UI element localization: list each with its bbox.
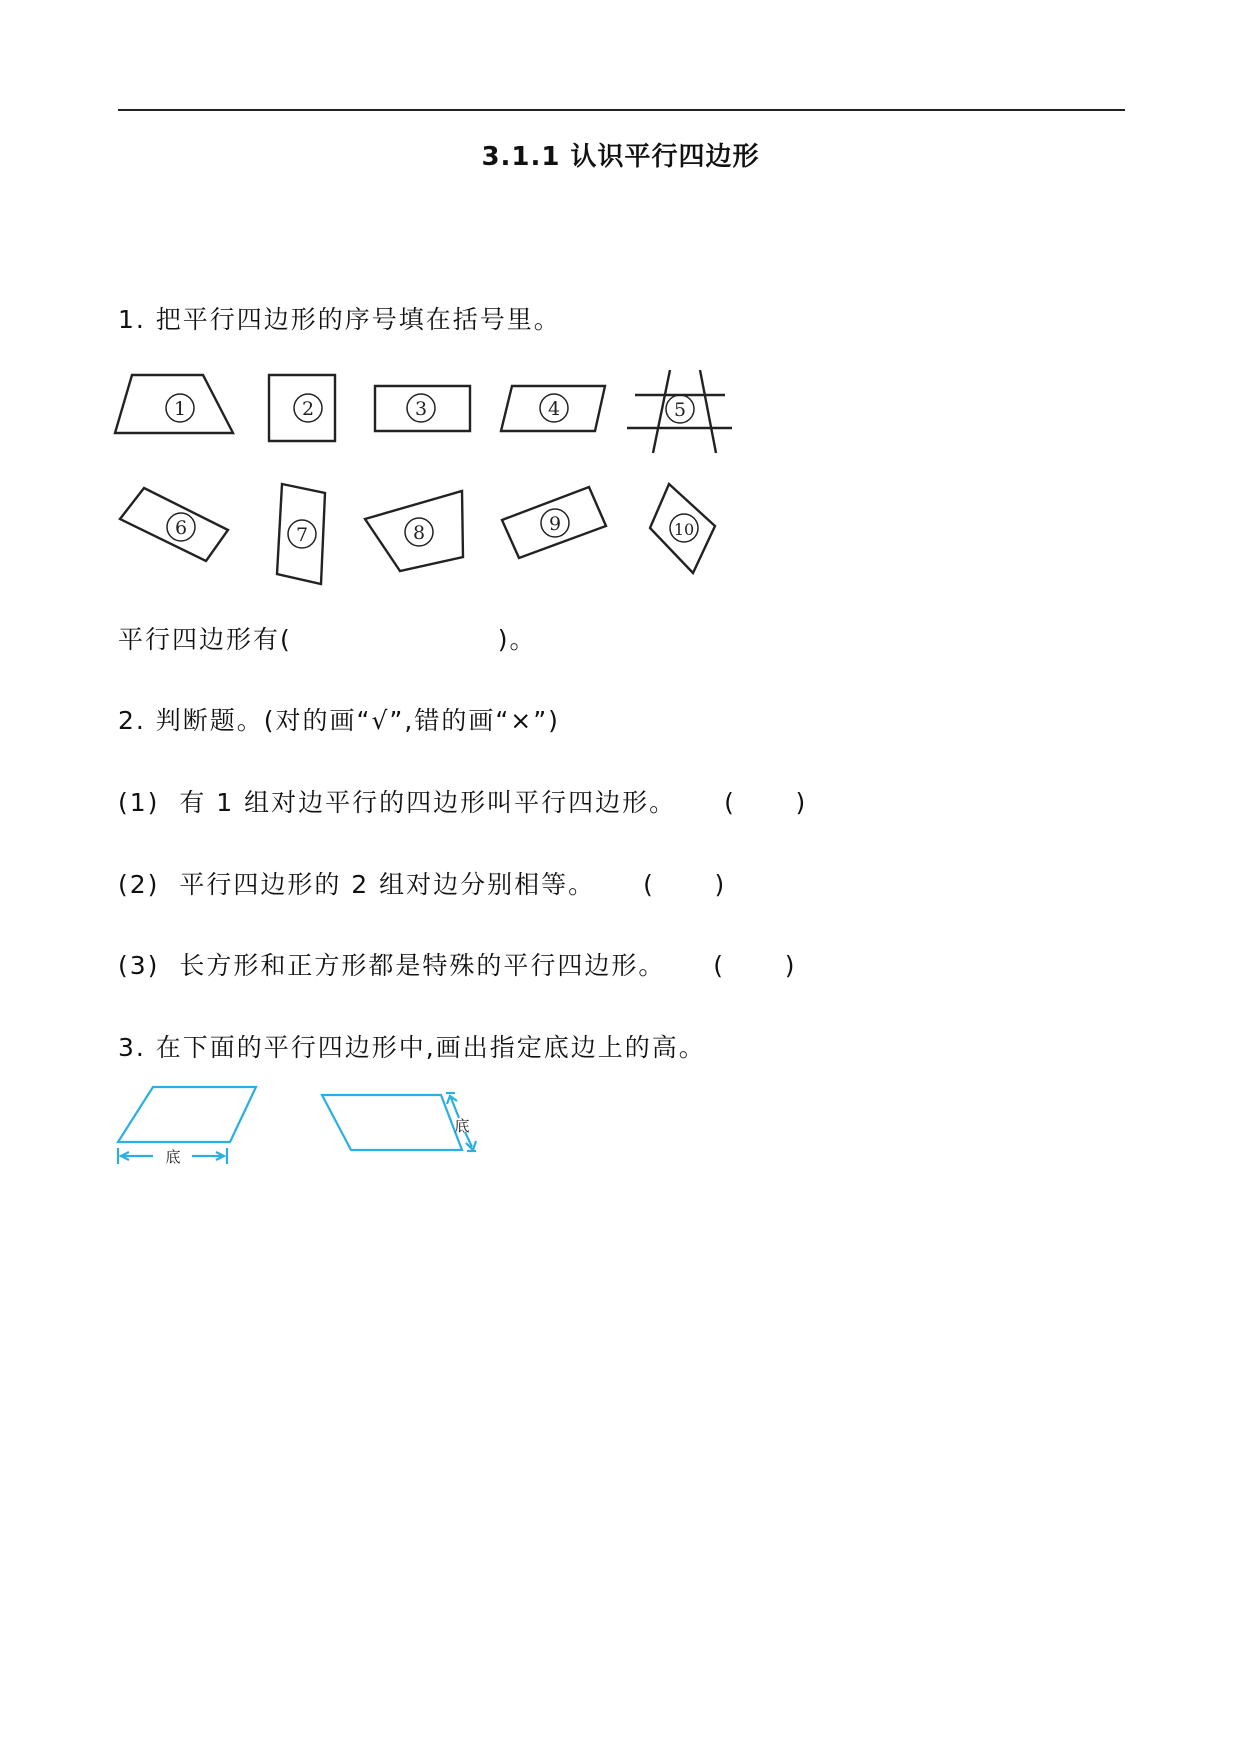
q1-answer-suffix: )。 xyxy=(497,625,537,654)
svg-text:2: 2 xyxy=(301,398,315,420)
q2-item-num: (1) xyxy=(118,788,160,817)
q2-item-1 xyxy=(118,783,807,819)
base-label-2: 底 xyxy=(454,1117,470,1135)
q1-answer-prefix: 平行四边形有( xyxy=(118,625,292,654)
q2-item-text: 长方形和正方形都是特殊的平行四边形。 xyxy=(179,951,666,980)
svg-text:10: 10 xyxy=(673,520,695,539)
q1-answer-line xyxy=(118,620,537,656)
q3-parallelograms-figure xyxy=(110,1080,490,1180)
q2-item-num: (3) xyxy=(118,951,160,980)
q1-prompt: 1. 把平行四边形的序号填在括号里。 xyxy=(118,305,561,334)
svg-text:5: 5 xyxy=(673,399,687,421)
svg-text:8: 8 xyxy=(412,522,426,544)
svg-text:3: 3 xyxy=(414,398,428,420)
base-label-1: 底 xyxy=(165,1148,181,1166)
q2-item-text: 平行四边形的 2 组对边分别相等。 xyxy=(179,870,596,899)
svg-text:7: 7 xyxy=(295,524,309,546)
svg-text:6: 6 xyxy=(174,517,188,539)
q3-prompt: 3. 在下面的平行四边形中,画出指定底边上的高。 xyxy=(118,1033,706,1062)
q2-item-3 xyxy=(118,946,796,982)
q2-item-2 xyxy=(118,865,726,901)
q1-shapes-figure xyxy=(110,360,750,590)
q2-prompt: 2. 判断题。(对的画“√”,错的画“×”) xyxy=(118,706,560,735)
svg-text:1: 1 xyxy=(173,398,187,420)
q2-item-blank[interactable]: ( ) xyxy=(713,951,797,980)
parallelogram-1 xyxy=(118,1087,256,1142)
header-rule xyxy=(118,109,1125,111)
parallelogram-2 xyxy=(322,1095,462,1150)
q2-item-text: 有 1 组对边平行的四边形叫平行四边形。 xyxy=(179,788,677,817)
q2-item-num: (2) xyxy=(118,870,160,899)
q2-item-blank[interactable]: ( ) xyxy=(724,788,808,817)
svg-text:9: 9 xyxy=(548,513,562,535)
svg-text:4: 4 xyxy=(547,398,561,420)
page-title: 3.1.1 认识平行四边形 xyxy=(481,142,760,172)
q2-item-blank[interactable]: ( ) xyxy=(643,870,727,899)
